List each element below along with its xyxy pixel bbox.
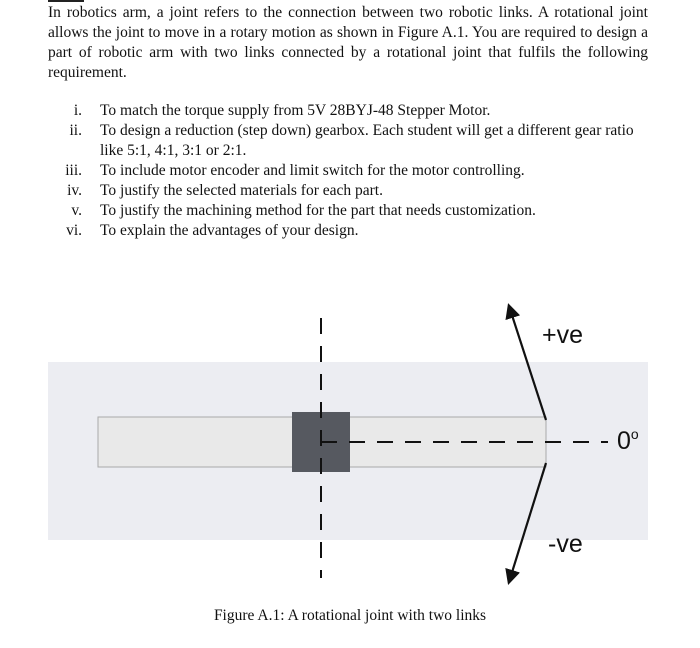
requirements-list bbox=[48, 101, 648, 241]
figure-caption: Figure A.1: A rotational joint with two links bbox=[213, 607, 487, 624]
positive-label: +ve bbox=[542, 321, 584, 349]
degree-symbol: o bbox=[630, 426, 639, 442]
requirement-text: To explain the advantages of your design. bbox=[100, 222, 359, 239]
negative-label: -ve bbox=[548, 530, 583, 558]
requirement-item bbox=[48, 161, 648, 181]
intro-paragraph: In robotics arm, a joint refers to the connection between two robotic links. A rotational joint allows the joint to move in a rotary motion as shown in Figure A.1. You are required to design a part of robotic arm with two links connected by a rotational joint that fulfils the following requirement. bbox=[48, 4, 648, 81]
requirement-text: To include motor encoder and limit switch for the motor controlling. bbox=[100, 162, 525, 179]
requirement-item bbox=[48, 221, 648, 241]
requirement-number: i. bbox=[73, 102, 82, 119]
requirement-number: iii. bbox=[65, 162, 82, 179]
requirement-text: To justify the machining method for the part that needs customization. bbox=[100, 202, 536, 219]
rotational-joint-figure bbox=[0, 295, 700, 605]
top-rule bbox=[48, 0, 84, 2]
requirement-item bbox=[48, 201, 648, 221]
requirement-item bbox=[48, 181, 648, 201]
requirement-number: iv. bbox=[67, 182, 82, 199]
zero-label: 0 bbox=[617, 427, 631, 455]
requirement-number: vi. bbox=[66, 222, 82, 239]
requirement-text: To match the torque supply from 5V 28BYJ-48 Stepper Motor. bbox=[100, 102, 491, 119]
requirement-item bbox=[48, 101, 648, 121]
requirement-number: ii. bbox=[69, 122, 82, 139]
requirement-text: To design a reduction (step down) gearbox. Each student will get a different gear ratio like 5:1, 4:1, 3:1 or 2:1. bbox=[100, 122, 634, 159]
requirement-number: v. bbox=[71, 202, 82, 219]
requirement-item bbox=[48, 121, 648, 161]
requirement-text: To justify the selected materials for each part. bbox=[100, 182, 383, 199]
